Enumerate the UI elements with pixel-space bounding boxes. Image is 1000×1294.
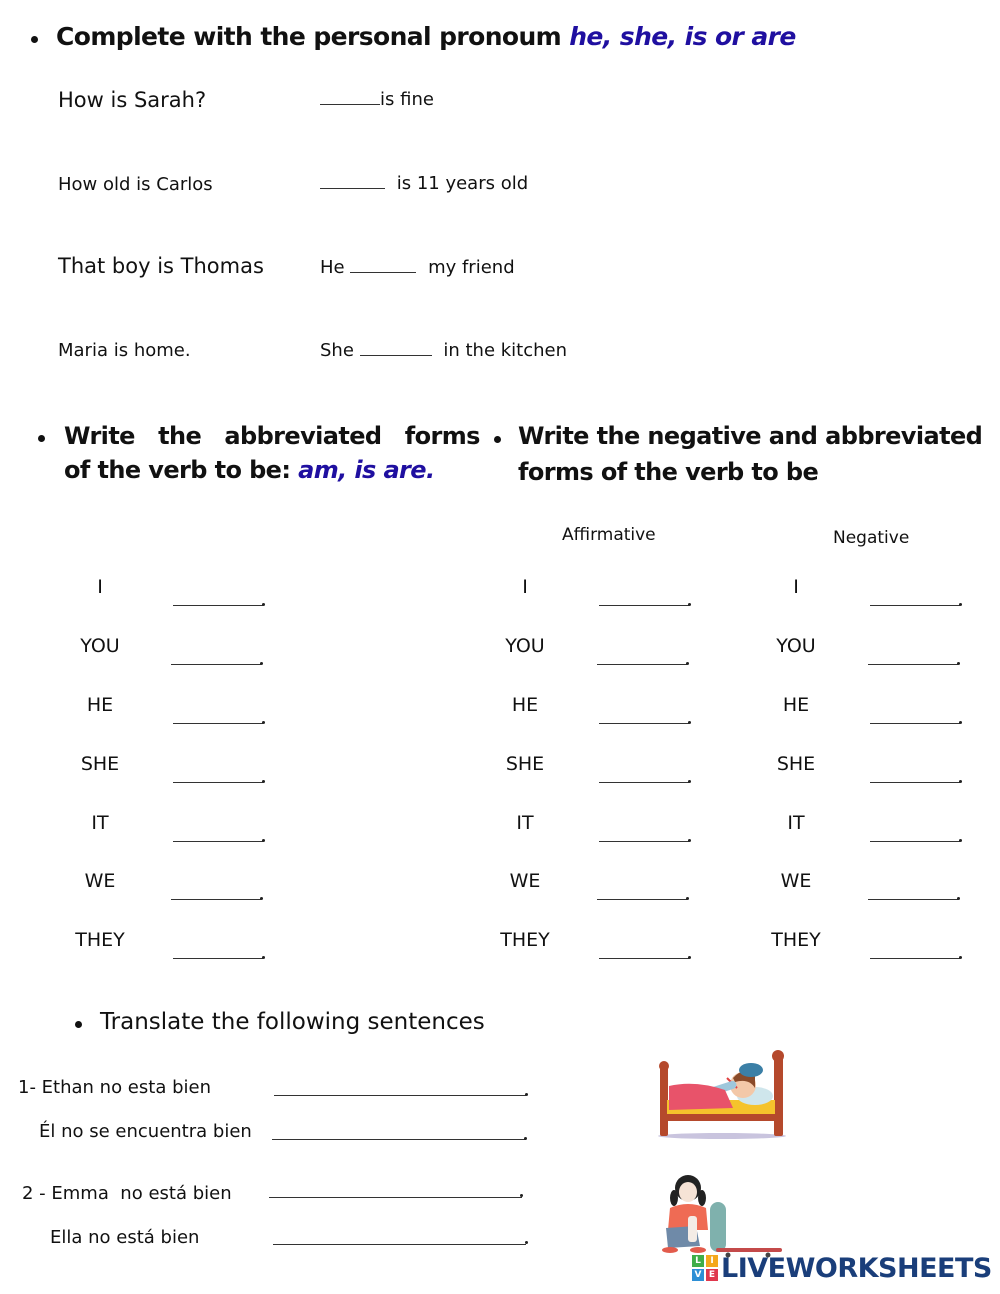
abbreviated-pronoun-2: HE <box>86 694 114 716</box>
answer-blank-2[interactable] <box>320 175 385 189</box>
section2-title-line1: Write the abbreviated forms <box>64 422 480 450</box>
negative-pronoun-1: YOU <box>776 635 816 657</box>
negative-pronoun-2: HE <box>782 694 810 716</box>
answer-1 <box>320 89 434 110</box>
period-dot <box>957 662 960 665</box>
affirmative-answer-line-5[interactable] <box>597 899 687 900</box>
negative-pronoun-5: WE <box>780 870 812 892</box>
bullet <box>31 36 38 43</box>
period-dot <box>959 839 962 842</box>
period-dot <box>262 956 265 959</box>
translate-label-4: Ella no está bien <box>50 1227 200 1248</box>
affirmative-answer-line-1[interactable] <box>597 664 687 665</box>
question-4: Maria is home. <box>58 340 191 361</box>
affirmative-pronoun-4: IT <box>516 812 534 834</box>
logo-tile-i: I <box>706 1255 718 1267</box>
affirmative-pronoun-0: I <box>522 576 528 598</box>
period-dot <box>686 897 689 900</box>
period-dot <box>262 721 265 724</box>
period-dot <box>262 780 265 783</box>
negative-answer-line-0[interactable] <box>870 605 960 606</box>
negative-pronoun-3: SHE <box>776 753 816 775</box>
affirmative-pronoun-2: HE <box>511 694 539 716</box>
logo-text: LIVEWORKSHEETS <box>721 1252 992 1284</box>
section3-title-line2: forms of the verb to be <box>518 458 819 486</box>
question-2: How old is Carlos <box>58 174 213 195</box>
period-dot <box>525 1241 528 1244</box>
period-dot <box>959 780 962 783</box>
period-dot <box>959 721 962 724</box>
abbreviated-answer-line-4[interactable] <box>173 841 263 842</box>
answer-1-suffix: is fine <box>380 89 434 110</box>
translate-line-3[interactable] <box>269 1197 522 1198</box>
logo-tiles <box>692 1255 718 1281</box>
period-dot <box>520 1194 523 1197</box>
period-dot <box>688 780 691 783</box>
logo-tile-e: E <box>706 1269 718 1281</box>
negative-pronoun-6: THEY <box>771 929 821 951</box>
period-dot <box>688 956 691 959</box>
period-dot <box>525 1093 528 1096</box>
girl-icon <box>656 1168 784 1258</box>
abbreviated-answer-line-2[interactable] <box>173 723 263 724</box>
abbreviated-answer-line-6[interactable] <box>173 958 263 959</box>
period-dot <box>688 839 691 842</box>
affirmative-pronoun-6: THEY <box>500 929 550 951</box>
period-dot <box>260 897 263 900</box>
bed-icon <box>655 1048 790 1140</box>
bullet <box>494 436 501 443</box>
answer-4-suffix: in the kitchen <box>437 340 568 361</box>
period-dot <box>688 603 691 606</box>
answer-2-suffix: is 11 years old <box>391 173 529 194</box>
affirmative-answer-line-6[interactable] <box>599 958 689 959</box>
bullet <box>38 435 45 442</box>
abbreviated-answer-line-3[interactable] <box>173 782 263 783</box>
column-header-affirmative: Affirmative <box>562 525 656 545</box>
negative-answer-line-6[interactable] <box>870 958 960 959</box>
negative-pronoun-4: IT <box>787 812 805 834</box>
answer-blank-4[interactable] <box>360 342 432 356</box>
affirmative-answer-line-3[interactable] <box>599 782 689 783</box>
column-header-negative: Negative <box>833 528 910 548</box>
period-dot <box>260 662 263 665</box>
translate-label-3: 2 - Emma no está bien <box>22 1183 232 1204</box>
question-3: That boy is Thomas <box>58 254 264 278</box>
section2-title-text: of the verb to be: <box>64 456 299 484</box>
section4-title: Translate the following sentences <box>100 1009 485 1035</box>
abbreviated-answer-line-5[interactable] <box>171 899 261 900</box>
abbreviated-pronoun-0: I <box>97 576 103 598</box>
affirmative-answer-line-2[interactable] <box>599 723 689 724</box>
translate-line-4[interactable] <box>273 1244 526 1245</box>
negative-answer-line-3[interactable] <box>870 782 960 783</box>
affirmative-answer-line-0[interactable] <box>599 605 689 606</box>
logo-tile-v: V <box>692 1269 704 1281</box>
bullet <box>75 1021 82 1028</box>
abbreviated-answer-line-1[interactable] <box>171 664 261 665</box>
translate-label-2: Él no se encuentra bien <box>39 1121 252 1142</box>
period-dot <box>959 956 962 959</box>
answer-4 <box>320 340 567 361</box>
negative-answer-line-1[interactable] <box>868 664 958 665</box>
answer-blank-1[interactable] <box>320 91 380 105</box>
period-dot <box>524 1137 527 1140</box>
abbreviated-pronoun-5: WE <box>84 870 116 892</box>
abbreviated-pronoun-6: THEY <box>75 929 125 951</box>
answer-3-suffix: my friend <box>422 257 515 278</box>
answer-4-prefix: She <box>320 340 360 361</box>
affirmative-answer-line-4[interactable] <box>599 841 689 842</box>
abbreviated-pronoun-3: SHE <box>80 753 120 775</box>
negative-pronoun-0: I <box>793 576 799 598</box>
period-dot <box>262 839 265 842</box>
period-dot <box>957 897 960 900</box>
period-dot <box>688 721 691 724</box>
logo-tile-l: L <box>692 1255 704 1267</box>
answer-3-prefix: He <box>320 257 351 278</box>
section2-title-line2 <box>64 456 434 484</box>
abbreviated-answer-line-0[interactable] <box>173 605 263 606</box>
period-dot <box>686 662 689 665</box>
negative-answer-line-2[interactable] <box>870 723 960 724</box>
translate-line-2[interactable] <box>272 1139 526 1140</box>
section3-title-line1: Write the negative and abbreviated <box>518 422 983 450</box>
liveworksheets-logo <box>692 1252 992 1284</box>
section1-title <box>56 22 796 51</box>
translate-line-1[interactable] <box>274 1095 526 1096</box>
affirmative-pronoun-5: WE <box>509 870 541 892</box>
negative-answer-line-5[interactable] <box>868 899 958 900</box>
answer-2 <box>320 173 528 194</box>
abbreviated-pronoun-1: YOU <box>80 635 120 657</box>
negative-answer-line-4[interactable] <box>870 841 960 842</box>
affirmative-pronoun-1: YOU <box>505 635 545 657</box>
answer-3 <box>320 257 515 278</box>
question-1: How is Sarah? <box>58 88 207 112</box>
affirmative-pronoun-3: SHE <box>505 753 545 775</box>
period-dot <box>959 603 962 606</box>
sick-boy-in-bed-illustration <box>655 1048 790 1140</box>
period-dot <box>262 603 265 606</box>
section1-title-highlight: he, she, is or are <box>569 22 796 51</box>
section1-title-text: Complete with the personal pronoum <box>56 22 570 51</box>
abbreviated-pronoun-4: IT <box>91 812 109 834</box>
girl-with-skateboard-illustration <box>656 1168 784 1258</box>
translate-label-1: 1- Ethan no esta bien <box>18 1077 211 1098</box>
section2-title-highlight: am, is are. <box>298 456 435 484</box>
answer-blank-3[interactable] <box>350 259 416 273</box>
